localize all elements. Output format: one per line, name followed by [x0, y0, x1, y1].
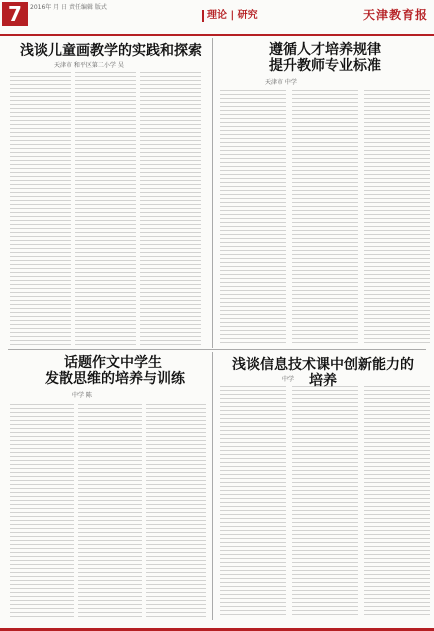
column-divider	[212, 38, 213, 348]
article-column	[364, 90, 430, 346]
article-column	[146, 404, 206, 618]
article-title: 浅谈信息技术课中创新能力的培养	[232, 357, 414, 389]
article-title: 话题作文中学生	[64, 355, 162, 371]
newspaper-brand: 天津教育报	[362, 8, 428, 22]
article-column	[292, 90, 358, 346]
column-divider	[212, 352, 213, 620]
section-rule	[8, 349, 426, 350]
article-column	[140, 72, 201, 347]
masthead	[0, 0, 434, 36]
article-column	[78, 404, 142, 618]
article-column	[10, 72, 71, 347]
article-column	[220, 386, 286, 618]
article-byline: 天津市 中学	[265, 79, 297, 86]
article-column	[220, 90, 286, 346]
article-byline: 中学 陈	[72, 392, 92, 399]
article-column	[364, 386, 430, 618]
page-number: 7	[2, 2, 28, 26]
article-subtitle: 发散思维的培养与训练	[45, 371, 185, 387]
section-tab: 理论 | 研究	[202, 10, 261, 22]
article-byline: 天津市 和平区第二小学 吴	[54, 62, 124, 69]
article-column	[10, 404, 74, 618]
edition-info: 2016年 月 日 责任编辑 版式	[30, 4, 107, 11]
article-subtitle: 提升教师专业标准	[269, 58, 381, 74]
article-byline: 中学	[282, 376, 295, 383]
article-title: 遵循人才培养规律	[269, 42, 381, 58]
article-column	[75, 72, 136, 347]
article-column	[292, 386, 358, 618]
article-title: 浅谈儿童画教学的实践和探索	[20, 43, 202, 59]
